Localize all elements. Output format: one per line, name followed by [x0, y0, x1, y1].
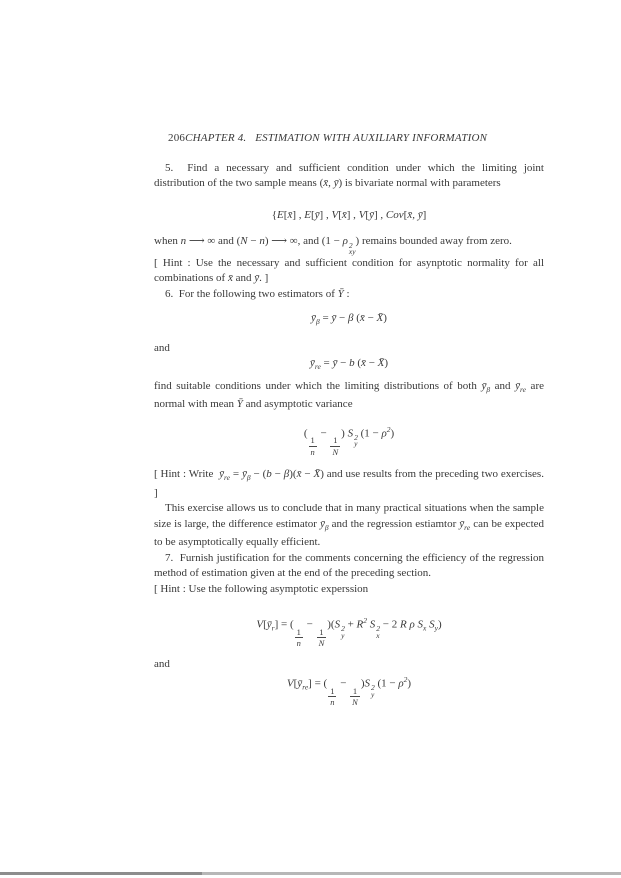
paragraph-when-limits: when n ⟶ ∞ and (N − n) ⟶ ∞, and (1 − ρ 2 xy ) remains bounded away from zero. — [154, 235, 512, 256]
equation-beta-estimator: $ȳ_\beta$ = ȳ − β (x̄ − X̄) — [311, 312, 387, 326]
hint-exercise-5: [ Hint : Use the necessary and sufficient condition for asynptotic normality for all combinations of x̄ and ȳ. ] — [154, 256, 544, 284]
page-number: 206 — [168, 132, 186, 144]
equation-variance-ybar-re: $V[ȳ_{re}]$ = ( $\frac{1}{n}$ − $\frac{1}{N}$ )S 2 y $(1 - \rho^2)$ — [286, 675, 412, 707]
connector-and-1: and — [154, 341, 170, 354]
chapter-title: CHAPTER 4. ESTIMATION WITH AUXILIARY INFORMATION — [185, 132, 488, 144]
horizontal-scrollbar-thumb[interactable] — [0, 872, 202, 875]
paragraph-conclusion: This exercise allows us to conclude that in many practical situations when the sample size is large, the difference estimator $ȳ_\beta$ and the regression estiamtor $ȳ_{re}$ can be expected to be asymptotically equally efficient. — [154, 502, 545, 548]
connector-and-2: and — [154, 657, 170, 670]
running-header — [168, 131, 544, 147]
horizontal-scrollbar-track[interactable] — [0, 872, 621, 875]
equation-regression-estimator: $ȳ_{re}$ = ȳ − b (x̄ − X̄) — [309, 357, 389, 371]
hint-exercise-6: [ Hint : Write $ȳ_{re}$ = $ȳ_\beta - (b$ − β)(x̄ − X̄) and use results from the preceding two exercises. ] — [154, 468, 544, 499]
exercise-7-paragraph: 7. Furnish justification for the comments concerning the efficiency of the regression method of estimation given at the end of the preceding section. — [154, 551, 544, 579]
equation-asymptotic-variance: ( $\frac{1}{n}$ − $\frac{1}{N}$ ) S 2 y $(1 - \rho^2)$ — [303, 424, 395, 457]
equation-parameters: {E[x̄] , E[ȳ] , V[x̄] , V[ȳ] , Cov[x̄, ȳ] — [271, 208, 427, 221]
text-block — [154, 131, 544, 707]
exercise-5-paragraph: 5. Find a necessary and sufficient condition under which the limiting joint distribution of the two sample means (x̄, ȳ) is bivariate normal with parameters — [154, 161, 544, 189]
exercise-6-paragraph: 6. For the following two estimators of Ȳ : — [165, 287, 350, 300]
hint-exercise-7: [ Hint : Use the following asymptotic experssion — [154, 582, 369, 595]
equation-variance-ybar-r: $V[ȳ_r]$ = ( $\frac{1}{n}$ − $\frac{1}{N}$ )(S 2 y + $R^2$ S 2 x − 2 R ρ $S_x$ $S_y$) — [256, 616, 442, 648]
paragraph-find-conditions: find suitable conditions under which the limiting distributions of both $ȳ_\beta$ and $ȳ_{re}$ are normal with mean Ȳ and asymptotic variance — [154, 379, 544, 410]
